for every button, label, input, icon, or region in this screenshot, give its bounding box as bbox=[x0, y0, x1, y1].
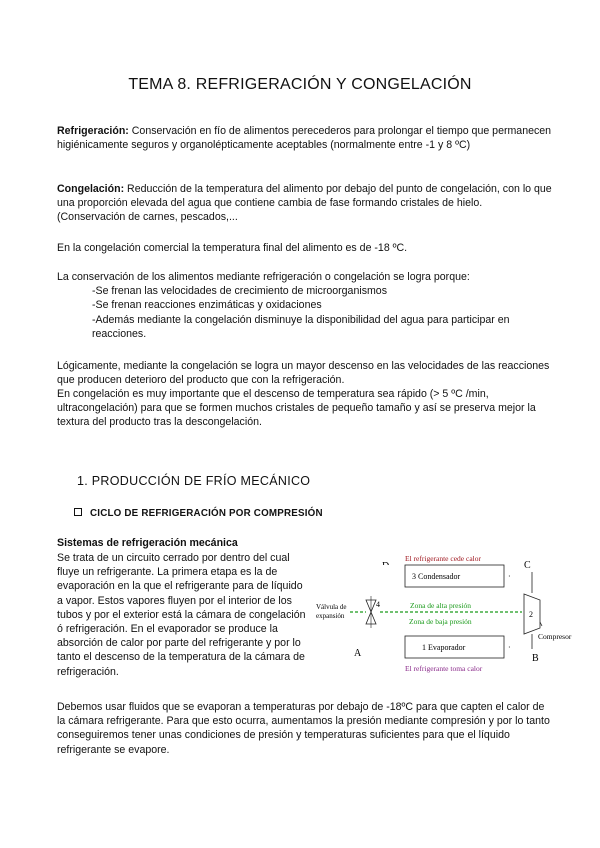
sistemas-heading: Sistemas de refrigeración mecánica bbox=[57, 537, 238, 549]
label-b: B bbox=[532, 653, 539, 664]
refrigeracion-term: Refrigeración: bbox=[57, 125, 129, 137]
logicamente-paragraph: Lógicamente, mediante la congelación se logra un mayor descenso en las velocidades de las reacciones que producen deterioro del producto que con la refrigeración. bbox=[57, 360, 550, 387]
refrigeration-cycle-diagram bbox=[310, 550, 590, 678]
sistemas-bottom-text: Debemos usar fluidos que se evaporan a temperaturas por debajo de -18ºC para que capten el calor de la cámara refrigerante. Para que esto ocurra, aumentamos la presión mediante compresión y por lo tanto conseguiremos tener unas condiciones de presión y temperaturas suficientes para que el líquido refrigerante se evapore. bbox=[57, 701, 550, 756]
valvula-num: 4 bbox=[376, 600, 380, 609]
checkbox-bullet-icon bbox=[74, 508, 82, 516]
compresor-label: Compresor bbox=[538, 632, 572, 641]
valvula-label-2: expansión bbox=[316, 612, 345, 620]
temp-final-paragraph: En la congelación comercial la temperatura final del alimento es de -18 ºC. bbox=[57, 242, 408, 254]
toma-calor-label: El refrigerante toma calor bbox=[405, 664, 483, 673]
congelacion-paragraph bbox=[57, 182, 552, 225]
conservacion-intro: La conservación de los alimentos mediante refrigeración o congelación se logra porque: bbox=[57, 271, 470, 283]
page-title: TEMA 8. REFRIGERACIÓN Y CONGELACIÓN bbox=[128, 76, 472, 93]
section-heading: 1. PRODUCCIÓN DE FRÍO MECÁNICO bbox=[77, 474, 311, 488]
list-item: reacciones. bbox=[92, 327, 147, 340]
conservacion-block bbox=[57, 270, 552, 341]
condensador-label: 3 Condensador bbox=[412, 572, 461, 581]
list-item: -Se frenan las velocidades de crecimiento de microorganismos bbox=[92, 285, 388, 298]
evaporador-dot: · bbox=[508, 643, 511, 652]
congelacion-term: Congelación: bbox=[57, 183, 125, 195]
refrigeracion-paragraph bbox=[57, 124, 552, 152]
baja-presion-label: Zona de baja presión bbox=[409, 617, 472, 626]
congelacion-text: Reducción de la temperatura del alimento por debajo del punto de congelación, con lo que una proporción elevada del agua que contiene cambia de fase formando cristales de hielo. (Conservación de carnes, pescados,... bbox=[57, 183, 552, 224]
refrigeracion-text: Conservación en fío de alimentos perecederos para prolongar el tiempo que permanecen higiénicamente seguros y organolépticamente aceptables (normalmente entre -1 y 8 ºC) bbox=[57, 125, 552, 152]
sistemas-text: Se trata de un circuito cerrado por dentro del cual fluye un refrigerante. La primera etapa es la de evaporación en la que el refrigerante para de líquido a vapor. Estos vapores fluyen por el interior de los tubos y por el exterior está la cámara de congelación ó refrigeración. En el evaporador se produce la absorción de calor por parte del refrigerante y por lo tanto el descenso de la temperatura de la cámara de refrigeración. bbox=[57, 552, 306, 678]
compresor-num: 2 bbox=[529, 610, 533, 619]
list-item: -Además mediante la congelación disminuye la disponibilidad del agua para participar en bbox=[92, 313, 510, 326]
congelacion-rapido-paragraph: En congelación es muy importante que el descenso de temperatura sea rápido (> 5 ºC /min, ultracongelación) para que se formen muchos cristales de pequeño tamaño y así se preserva mejor la textura del producto tras la descongelación. bbox=[57, 388, 536, 429]
label-a: A bbox=[354, 648, 362, 659]
subsection-label: CICLO DE REFRIGERACIÓN POR COMPRESIÓN bbox=[90, 508, 323, 519]
evaporador-label: 1 Evaporador bbox=[422, 643, 466, 652]
condensador-dot: · bbox=[508, 572, 511, 581]
list-item: -Se frenan reacciones enzimáticas y oxidaciones bbox=[92, 299, 322, 312]
cede-calor-label: El refrigerante cede calor bbox=[405, 554, 481, 563]
subsection-heading bbox=[74, 508, 323, 519]
alta-presion-label: Zona de alta presión bbox=[410, 601, 472, 610]
label-c: C bbox=[524, 560, 531, 571]
valvula-label-1: Válvula de bbox=[316, 603, 347, 611]
